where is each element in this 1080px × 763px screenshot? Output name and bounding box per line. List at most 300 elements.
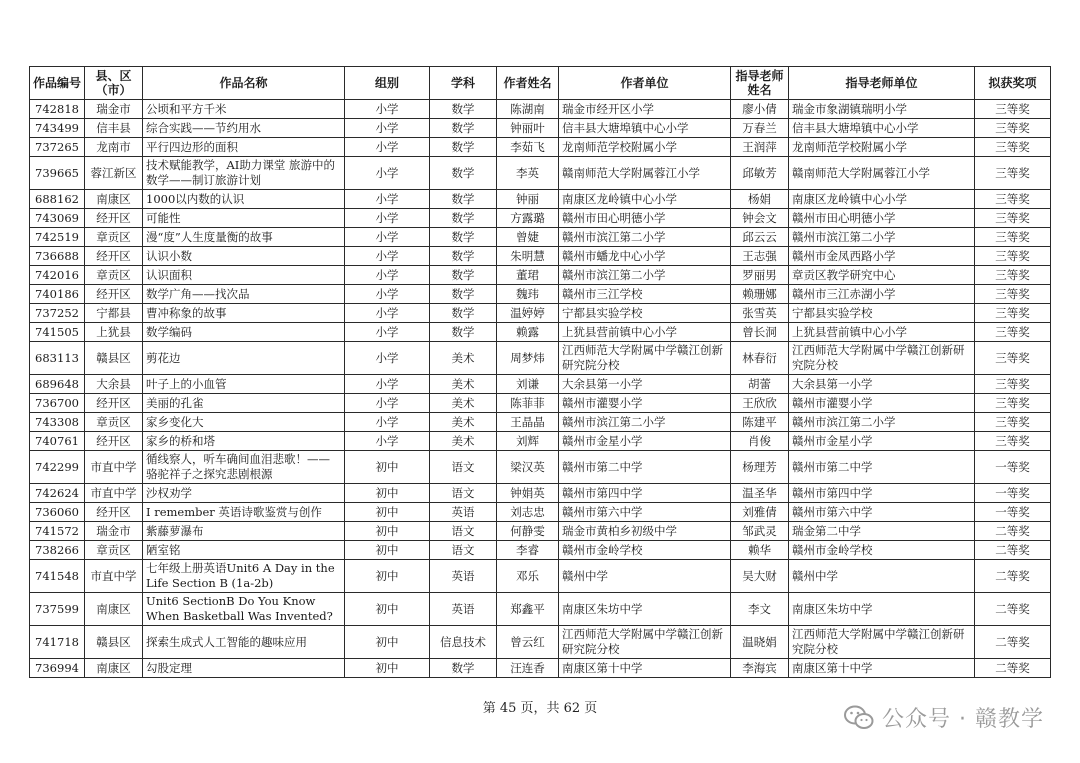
author-unit-cell: 江西师范大学附属中学赣江创新研究院分校 <box>559 342 731 375</box>
county-cell: 上犹县 <box>85 323 143 342</box>
header-row <box>30 67 1051 100</box>
table-row <box>30 209 1051 228</box>
table-row <box>30 451 1051 484</box>
advisor-unit-cell: 赣州市金岭学校 <box>789 541 975 560</box>
advisor-unit-cell: 赣州市第二中学 <box>789 451 975 484</box>
watermark-text: 公众号 · 赣教学 <box>882 707 1044 732</box>
advisor-cell: 赖珊娜 <box>731 285 789 304</box>
advisor-unit-cell: 赣州市三江赤湖小学 <box>789 285 975 304</box>
county-cell: 南康区 <box>85 190 143 209</box>
author-unit-cell: 赣州市滨江第二小学 <box>559 228 731 247</box>
advisor-cell: 邱敏芳 <box>731 157 789 190</box>
work-id-cell: 738266 <box>30 541 85 560</box>
work-id-cell: 683113 <box>30 342 85 375</box>
subject-cell: 英语 <box>430 503 497 522</box>
table-row <box>30 560 1051 593</box>
county-cell: 经开区 <box>85 394 143 413</box>
county-cell: 瑞金市 <box>85 522 143 541</box>
subject-cell: 语文 <box>430 541 497 560</box>
group-cell: 小学 <box>345 266 430 285</box>
subject-cell: 数学 <box>430 190 497 209</box>
author-cell: 李英 <box>497 157 559 190</box>
county-cell: 南康区 <box>85 593 143 626</box>
advisor-cell: 赖华 <box>731 541 789 560</box>
group-cell: 小学 <box>345 432 430 451</box>
author-cell: 刘辉 <box>497 432 559 451</box>
award-cell: 三等奖 <box>975 342 1051 375</box>
author-unit-cell: 赣州市第二中学 <box>559 451 731 484</box>
subject-cell: 数学 <box>430 100 497 119</box>
county-cell: 经开区 <box>85 432 143 451</box>
author-unit-cell: 赣州市第六中学 <box>559 503 731 522</box>
advisor-cell: 杨娟 <box>731 190 789 209</box>
author-cell: 钟丽 <box>497 190 559 209</box>
advisor-unit-cell: 赣南师范大学附属蓉江小学 <box>789 157 975 190</box>
author-cell: 王晶晶 <box>497 413 559 432</box>
table-row <box>30 138 1051 157</box>
advisor-cell: 钟会文 <box>731 209 789 228</box>
group-cell: 初中 <box>345 560 430 593</box>
table-row <box>30 413 1051 432</box>
work-id-cell: 742519 <box>30 228 85 247</box>
work-name-cell: 家乡变化大 <box>143 413 345 432</box>
header-cell: 作者单位 <box>559 67 731 100</box>
work-id-cell: 741572 <box>30 522 85 541</box>
author-cell: 魏玮 <box>497 285 559 304</box>
subject-cell: 数学 <box>430 659 497 678</box>
group-cell: 小学 <box>345 323 430 342</box>
author-cell: 钟丽叶 <box>497 119 559 138</box>
group-cell: 小学 <box>345 100 430 119</box>
work-id-cell: 740186 <box>30 285 85 304</box>
award-cell: 三等奖 <box>975 228 1051 247</box>
header-cell: 学科 <box>430 67 497 100</box>
author-unit-cell: 赣州市三江学校 <box>559 285 731 304</box>
work-name-cell: 美丽的孔雀 <box>143 394 345 413</box>
advisor-cell: 罗丽男 <box>731 266 789 285</box>
work-id-cell: 740761 <box>30 432 85 451</box>
advisor-unit-cell: 赣州中学 <box>789 560 975 593</box>
work-id-cell: 739665 <box>30 157 85 190</box>
table-row <box>30 119 1051 138</box>
group-cell: 小学 <box>345 285 430 304</box>
table-row <box>30 157 1051 190</box>
award-cell: 三等奖 <box>975 119 1051 138</box>
advisor-unit-cell: 赣州市第六中学 <box>789 503 975 522</box>
award-cell: 三等奖 <box>975 157 1051 190</box>
award-cell: 三等奖 <box>975 266 1051 285</box>
work-name-cell: 家乡的桥和塔 <box>143 432 345 451</box>
work-id-cell: 736994 <box>30 659 85 678</box>
work-name-cell: 数学广角——找次品 <box>143 285 345 304</box>
table-row <box>30 266 1051 285</box>
author-cell: 李睿 <box>497 541 559 560</box>
header-cell: 作品编号 <box>30 67 85 100</box>
table-row <box>30 484 1051 503</box>
author-unit-cell: 宁都县实验学校 <box>559 304 731 323</box>
work-id-cell: 742016 <box>30 266 85 285</box>
award-cell: 二等奖 <box>975 626 1051 659</box>
work-id-cell: 736688 <box>30 247 85 266</box>
advisor-cell: 万春兰 <box>731 119 789 138</box>
table-row <box>30 100 1051 119</box>
advisor-cell: 温圣华 <box>731 484 789 503</box>
advisor-unit-cell: 大余县第一小学 <box>789 375 975 394</box>
watermark <box>844 702 1044 733</box>
award-cell: 二等奖 <box>975 659 1051 678</box>
author-cell: 曾云红 <box>497 626 559 659</box>
award-cell: 二等奖 <box>975 593 1051 626</box>
county-cell: 章贡区 <box>85 228 143 247</box>
author-unit-cell: 南康区龙岭镇中心小学 <box>559 190 731 209</box>
county-cell: 赣县区 <box>85 626 143 659</box>
work-name-cell: 叶子上的小血管 <box>143 375 345 394</box>
page-number: 第 45 页，共 62 页 <box>482 701 598 716</box>
county-cell: 市直中学 <box>85 560 143 593</box>
advisor-unit-cell: 赣州市金星小学 <box>789 432 975 451</box>
table-row <box>30 375 1051 394</box>
table-body <box>30 100 1051 678</box>
work-name-cell: 曹冲称象的故事 <box>143 304 345 323</box>
group-cell: 小学 <box>345 138 430 157</box>
author-unit-cell: 赣州市金岭学校 <box>559 541 731 560</box>
table-row <box>30 304 1051 323</box>
table-row <box>30 394 1051 413</box>
work-id-cell: 736060 <box>30 503 85 522</box>
county-cell: 信丰县 <box>85 119 143 138</box>
group-cell: 小学 <box>345 157 430 190</box>
advisor-cell: 廖小倩 <box>731 100 789 119</box>
advisor-unit-cell: 瑞金第二中学 <box>789 522 975 541</box>
advisor-cell: 王欣欣 <box>731 394 789 413</box>
work-name-cell: 陋室铭 <box>143 541 345 560</box>
author-cell: 温婷婷 <box>497 304 559 323</box>
author-unit-cell: 赣州市金星小学 <box>559 432 731 451</box>
group-cell: 小学 <box>345 228 430 247</box>
table-row <box>30 659 1051 678</box>
work-name-cell: 紫藤萝瀑布 <box>143 522 345 541</box>
subject-cell: 语文 <box>430 484 497 503</box>
work-name-cell: 探索生成式人工智能的趣味应用 <box>143 626 345 659</box>
award-cell: 三等奖 <box>975 394 1051 413</box>
county-cell: 章贡区 <box>85 266 143 285</box>
work-name-cell: 平行四边形的面积 <box>143 138 345 157</box>
work-id-cell: 741548 <box>30 560 85 593</box>
work-id-cell: 736700 <box>30 394 85 413</box>
advisor-cell: 温晓娟 <box>731 626 789 659</box>
county-cell: 章贡区 <box>85 413 143 432</box>
author-unit-cell: 南康区朱坊中学 <box>559 593 731 626</box>
award-cell: 三等奖 <box>975 432 1051 451</box>
author-unit-cell: 瑞金市经开区小学 <box>559 100 731 119</box>
county-cell: 经开区 <box>85 285 143 304</box>
subject-cell: 数学 <box>430 119 497 138</box>
advisor-cell: 张雪英 <box>731 304 789 323</box>
group-cell: 初中 <box>345 451 430 484</box>
advisor-unit-cell: 瑞金市象湖镇瑞明小学 <box>789 100 975 119</box>
work-name-cell: 综合实践——节约用水 <box>143 119 345 138</box>
author-unit-cell: 上犹县营前镇中心小学 <box>559 323 731 342</box>
work-name-cell: 公顷和平方千米 <box>143 100 345 119</box>
work-id-cell: 737265 <box>30 138 85 157</box>
table-row <box>30 541 1051 560</box>
subject-cell: 美术 <box>430 375 497 394</box>
advisor-unit-cell: 宁都县实验学校 <box>789 304 975 323</box>
county-cell: 宁都县 <box>85 304 143 323</box>
advisor-cell: 胡蕾 <box>731 375 789 394</box>
author-unit-cell: 赣州市田心明德小学 <box>559 209 731 228</box>
subject-cell: 数学 <box>430 266 497 285</box>
author-cell: 何静雯 <box>497 522 559 541</box>
author-unit-cell: 赣州市蟠龙中心小学 <box>559 247 731 266</box>
advisor-unit-cell: 信丰县大塘埠镇中心小学 <box>789 119 975 138</box>
author-unit-cell: 瑞金市黄柏乡初级中学 <box>559 522 731 541</box>
table-row <box>30 323 1051 342</box>
table-row <box>30 228 1051 247</box>
author-cell: 刘谦 <box>497 375 559 394</box>
work-id-cell: 742818 <box>30 100 85 119</box>
subject-cell: 数学 <box>430 285 497 304</box>
header-cell: 拟获奖项 <box>975 67 1051 100</box>
advisor-cell: 曾长洞 <box>731 323 789 342</box>
table-row <box>30 626 1051 659</box>
group-cell: 初中 <box>345 522 430 541</box>
advisor-cell: 王志强 <box>731 247 789 266</box>
award-cell: 二等奖 <box>975 522 1051 541</box>
author-cell: 郑鑫平 <box>497 593 559 626</box>
county-cell: 市直中学 <box>85 484 143 503</box>
advisor-cell: 邱云云 <box>731 228 789 247</box>
award-cell: 三等奖 <box>975 100 1051 119</box>
group-cell: 小学 <box>345 247 430 266</box>
author-cell: 董珺 <box>497 266 559 285</box>
header-cell: 作者姓名 <box>497 67 559 100</box>
author-cell: 陈菲菲 <box>497 394 559 413</box>
group-cell: 初中 <box>345 659 430 678</box>
award-cell: 三等奖 <box>975 413 1051 432</box>
award-cell: 三等奖 <box>975 209 1051 228</box>
author-cell: 赖露 <box>497 323 559 342</box>
group-cell: 初中 <box>345 541 430 560</box>
work-id-cell: 742299 <box>30 451 85 484</box>
advisor-unit-cell: 赣州市滨江第二小学 <box>789 413 975 432</box>
advisor-unit-cell: 上犹县营前镇中心小学 <box>789 323 975 342</box>
award-cell: 一等奖 <box>975 484 1051 503</box>
advisor-unit-cell: 江西师范大学附属中学赣江创新研究院分校 <box>789 626 975 659</box>
work-id-cell: 743499 <box>30 119 85 138</box>
subject-cell: 数学 <box>430 323 497 342</box>
advisor-cell: 邹武灵 <box>731 522 789 541</box>
work-id-cell: 737599 <box>30 593 85 626</box>
author-cell: 朱明慧 <box>497 247 559 266</box>
table-row <box>30 247 1051 266</box>
award-cell: 三等奖 <box>975 323 1051 342</box>
county-cell: 经开区 <box>85 209 143 228</box>
group-cell: 初中 <box>345 484 430 503</box>
award-cell: 一等奖 <box>975 503 1051 522</box>
advisor-unit-cell: 赣州市灌婴小学 <box>789 394 975 413</box>
author-unit-cell: 赣州市滨江第二小学 <box>559 413 731 432</box>
county-cell: 蓉江新区 <box>85 157 143 190</box>
advisor-unit-cell: 南康区第十中学 <box>789 659 975 678</box>
county-cell: 章贡区 <box>85 541 143 560</box>
author-unit-cell: 龙南师范学校附属小学 <box>559 138 731 157</box>
subject-cell: 英语 <box>430 593 497 626</box>
award-cell: 三等奖 <box>975 138 1051 157</box>
table-row <box>30 190 1051 209</box>
award-cell: 三等奖 <box>975 247 1051 266</box>
work-id-cell: 743069 <box>30 209 85 228</box>
wechat-icon <box>844 705 874 731</box>
group-cell: 小学 <box>345 375 430 394</box>
author-cell: 方露璐 <box>497 209 559 228</box>
table-row <box>30 522 1051 541</box>
subject-cell: 信息技术 <box>430 626 497 659</box>
group-cell: 初中 <box>345 593 430 626</box>
author-cell: 周梦炜 <box>497 342 559 375</box>
author-cell: 汪连香 <box>497 659 559 678</box>
advisor-unit-cell: 江西师范大学附属中学赣江创新研究院分校 <box>789 342 975 375</box>
group-cell: 小学 <box>345 304 430 323</box>
author-cell: 邓乐 <box>497 560 559 593</box>
subject-cell: 美术 <box>430 342 497 375</box>
advisor-unit-cell: 章贡区教学研究中心 <box>789 266 975 285</box>
author-cell: 梁汉英 <box>497 451 559 484</box>
award-cell: 一等奖 <box>975 451 1051 484</box>
group-cell: 小学 <box>345 209 430 228</box>
work-name-cell: Unit6 SectionB Do You Know When Basketball Was Invented? <box>143 593 345 626</box>
work-name-cell: 勾股定理 <box>143 659 345 678</box>
group-cell: 小学 <box>345 394 430 413</box>
subject-cell: 数学 <box>430 247 497 266</box>
work-id-cell: 742624 <box>30 484 85 503</box>
subject-cell: 数学 <box>430 228 497 247</box>
author-unit-cell: 赣州市灌婴小学 <box>559 394 731 413</box>
work-id-cell: 688162 <box>30 190 85 209</box>
subject-cell: 美术 <box>430 413 497 432</box>
work-name-cell: 剪花边 <box>143 342 345 375</box>
header-cell: 指导老师姓名 <box>731 67 789 100</box>
author-unit-cell: 赣州中学 <box>559 560 731 593</box>
header-cell: 指导老师单位 <box>789 67 975 100</box>
work-name-cell: 1000以内数的认识 <box>143 190 345 209</box>
county-cell: 龙南市 <box>85 138 143 157</box>
award-cell: 二等奖 <box>975 560 1051 593</box>
author-unit-cell: 信丰县大塘埠镇中心小学 <box>559 119 731 138</box>
table-row <box>30 342 1051 375</box>
advisor-unit-cell: 南康区朱坊中学 <box>789 593 975 626</box>
author-unit-cell: 赣南师范大学附属蓉江小学 <box>559 157 731 190</box>
work-name-cell: 数学编码 <box>143 323 345 342</box>
award-cell: 三等奖 <box>975 375 1051 394</box>
table-row <box>30 432 1051 451</box>
work-name-cell: 认识面积 <box>143 266 345 285</box>
advisor-unit-cell: 赣州市第四中学 <box>789 484 975 503</box>
advisor-cell: 王润萍 <box>731 138 789 157</box>
award-cell: 三等奖 <box>975 304 1051 323</box>
work-name-cell: 漫“度”人生度量衡的故事 <box>143 228 345 247</box>
county-cell: 赣县区 <box>85 342 143 375</box>
author-unit-cell: 江西师范大学附属中学赣江创新研究院分校 <box>559 626 731 659</box>
award-cell: 二等奖 <box>975 541 1051 560</box>
advisor-cell: 肖俊 <box>731 432 789 451</box>
award-cell: 三等奖 <box>975 190 1051 209</box>
advisor-cell: 林春衍 <box>731 342 789 375</box>
county-cell: 南康区 <box>85 659 143 678</box>
table-row <box>30 503 1051 522</box>
subject-cell: 数学 <box>430 157 497 190</box>
subject-cell: 数学 <box>430 209 497 228</box>
county-cell: 大余县 <box>85 375 143 394</box>
author-cell: 陈湖南 <box>497 100 559 119</box>
subject-cell: 数学 <box>430 138 497 157</box>
advisor-cell: 李文 <box>731 593 789 626</box>
subject-cell: 语文 <box>430 451 497 484</box>
author-unit-cell: 赣州市第四中学 <box>559 484 731 503</box>
author-cell: 李茹飞 <box>497 138 559 157</box>
table-row <box>30 285 1051 304</box>
advisor-unit-cell: 南康区龙岭镇中心小学 <box>789 190 975 209</box>
work-id-cell: 741505 <box>30 323 85 342</box>
subject-cell: 美术 <box>430 432 497 451</box>
author-cell: 曾婕 <box>497 228 559 247</box>
work-name-cell: 认识小数 <box>143 247 345 266</box>
subject-cell: 语文 <box>430 522 497 541</box>
work-name-cell: 循线察人，听车确间血泪悲歌！——骆驼祥子之探究悲剧根源 <box>143 451 345 484</box>
advisor-cell: 李海宾 <box>731 659 789 678</box>
advisor-cell: 吴大财 <box>731 560 789 593</box>
group-cell: 小学 <box>345 190 430 209</box>
author-unit-cell: 大余县第一小学 <box>559 375 731 394</box>
group-cell: 小学 <box>345 342 430 375</box>
work-id-cell: 741718 <box>30 626 85 659</box>
work-name-cell: I remember 英语诗歌鉴赏与创作 <box>143 503 345 522</box>
work-id-cell: 689648 <box>30 375 85 394</box>
work-id-cell: 743308 <box>30 413 85 432</box>
advisor-cell: 陈建平 <box>731 413 789 432</box>
work-name-cell: 可能性 <box>143 209 345 228</box>
work-name-cell: 七年级上册英语Unit6 A Day in the Life Section B (1a-2b) <box>143 560 345 593</box>
subject-cell: 英语 <box>430 560 497 593</box>
author-cell: 钟娟英 <box>497 484 559 503</box>
advisor-cell: 杨理芳 <box>731 451 789 484</box>
group-cell: 初中 <box>345 503 430 522</box>
county-cell: 经开区 <box>85 247 143 266</box>
group-cell: 小学 <box>345 413 430 432</box>
advisor-unit-cell: 龙南师范学校附属小学 <box>789 138 975 157</box>
county-cell: 市直中学 <box>85 451 143 484</box>
table-row <box>30 593 1051 626</box>
subject-cell: 美术 <box>430 394 497 413</box>
work-name-cell: 技术赋能教学，AI助力课堂 旅游中的数学——制订旅游计划 <box>143 157 345 190</box>
author-unit-cell: 赣州市滨江第二小学 <box>559 266 731 285</box>
header-cell: 县、区（市） <box>85 67 143 100</box>
author-cell: 刘志忠 <box>497 503 559 522</box>
awards-table <box>29 66 1051 678</box>
advisor-unit-cell: 赣州市田心明德小学 <box>789 209 975 228</box>
advisor-cell: 刘雅倩 <box>731 503 789 522</box>
header-cell: 组别 <box>345 67 430 100</box>
group-cell: 初中 <box>345 626 430 659</box>
award-cell: 三等奖 <box>975 285 1051 304</box>
subject-cell: 数学 <box>430 304 497 323</box>
advisor-unit-cell: 赣州市滨江第二小学 <box>789 228 975 247</box>
work-name-cell: 沙权劝学 <box>143 484 345 503</box>
county-cell: 瑞金市 <box>85 100 143 119</box>
author-unit-cell: 南康区第十中学 <box>559 659 731 678</box>
work-id-cell: 737252 <box>30 304 85 323</box>
advisor-unit-cell: 赣州市金凤西路小学 <box>789 247 975 266</box>
